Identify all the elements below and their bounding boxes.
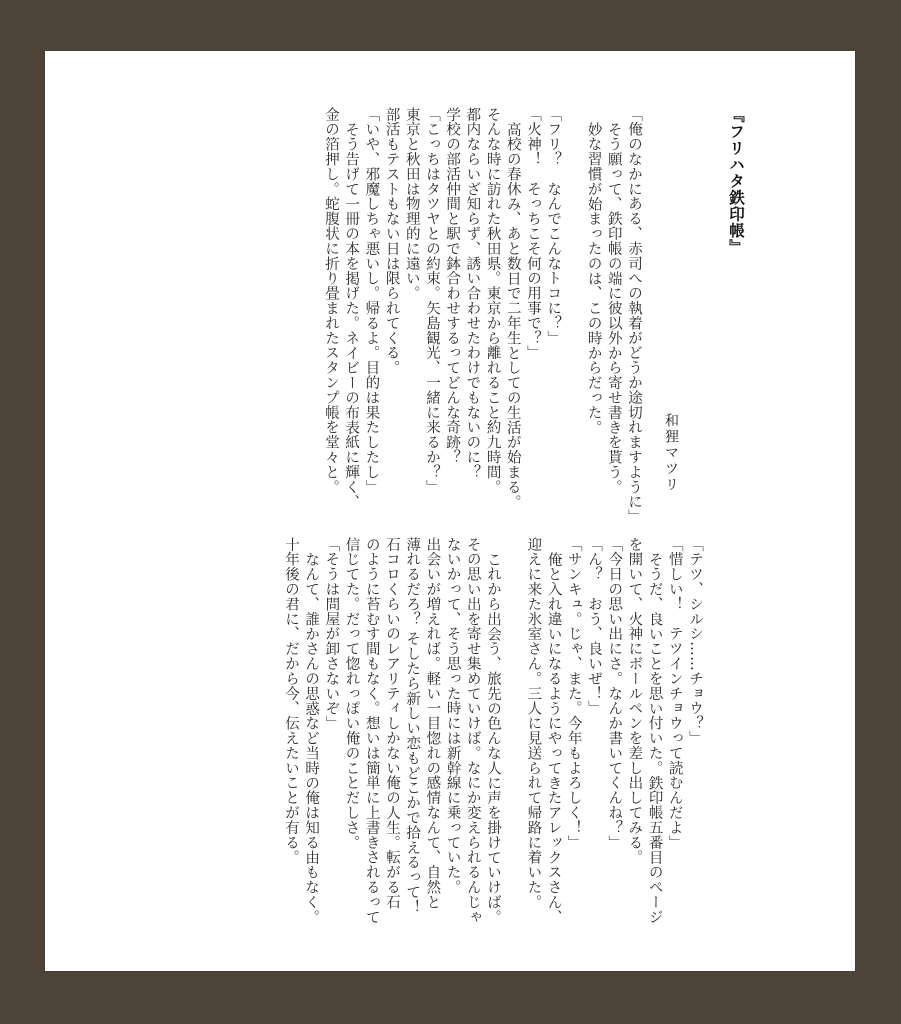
lower-text-block	[281, 537, 705, 924]
author-name: 和狸マツリ	[663, 413, 679, 493]
text-line: 部活もテストもない日は限られてくる。	[383, 107, 400, 376]
text-line: そう告げて一冊の本を掲げた。ネイビーの布表紙に輝く、	[343, 121, 360, 509]
text-line: 「サンキュ。じゃ、また。今年もよろしく！」	[565, 537, 582, 850]
book-page	[45, 51, 855, 971]
text-line: 「今日の思い出にさ。なんか書いてくんね？」	[606, 537, 623, 850]
upper-text-block	[321, 107, 644, 524]
text-line	[563, 107, 583, 524]
text-line: ないかって、そう思った時には新幹線に乗っていた。	[444, 537, 461, 895]
text-line: 「そうは問屋が卸さないぞ」	[323, 537, 340, 731]
text-line: 妙な習慣が始まったのは、この時からだった。	[585, 121, 602, 435]
text-line: 「俺のなかにある、赤司への執着がどうか途切れますように」	[626, 107, 642, 525]
text-line: 「ん？ おう、良いぜ！」	[585, 537, 602, 716]
text-line: 俺と入れ違いになるようにやってきたアレックスさん、	[545, 551, 562, 924]
text-line: 「いや、邪魔しちゃ悪いし。帰るよ。目的は果たしたし」	[363, 107, 380, 495]
text-line: 「フリ？ なんでこんなトコに？」	[545, 107, 562, 346]
text-line: そう願って、鉄印帳の端に彼以外から寄せ書きを貰う。	[605, 121, 622, 494]
text-line: なんて、誰かさんの思惑など当時の俺は知る由もなく。	[303, 551, 320, 924]
text-line: これから出会う、旅先の色んな人に声を掛けていけば。	[484, 551, 501, 924]
text-line: 学校の部活仲間と駅で鉢合わせするってどんな奇跡？	[444, 107, 461, 465]
text-line: その思い出を寄せ集めていけば。なにか変えられるんじゃ	[464, 537, 481, 925]
text-line: のように苔むす間もなく。想いは簡単に上書きされるって	[363, 537, 380, 925]
text-line: 金の箔押し。蛇腹状に折り畳まれたスタンプ帳を堂々と。	[322, 107, 339, 495]
text-line: 薄れるだろ？ そしたら新しい恋もどこかで拾えるって！	[404, 537, 421, 915]
text-line: 都内ならいざ知らず、誘い合わせたわけでもないのに？	[464, 107, 481, 480]
text-line: そんな時に訪れた秋田県。東京から離れること約九時間。	[484, 107, 501, 495]
text-line	[503, 537, 523, 924]
text-line: 出会いが増えれば。軽い一目惚れの感情なんて、自然と	[424, 537, 441, 910]
text-line: 高校の春休み、あと数日で二年生としての生活が始まる。	[504, 121, 521, 509]
text-line: 石コロくらいのレアリティしかない俺の人生。転がる石	[383, 537, 400, 910]
text-line: を開いて、火神にボールペンを差し出してみる。	[626, 537, 643, 865]
text-line: 東京と秋田は物理的に遠い。	[403, 107, 420, 301]
text-line: 「こっちはタツヤとの約束。矢島観光、一緒に来るか？」	[423, 107, 440, 495]
text-line: 「惜しい！ テツインチョウって読むんだよ」	[666, 537, 683, 850]
text-line: そうだ、良いことを思い付いた。鉄印帳五番目のページ	[646, 551, 663, 924]
text-line: 迎えに来た氷室さん。三人に見送られて帰路に着いた。	[525, 537, 542, 910]
text-line: 信じてた。だって惚れっぽい俺のことだしさ。	[343, 537, 360, 850]
text-line: 「テツ、シルシ……チョウ？」	[687, 537, 703, 746]
text-line: 十年後の君に、だから今、伝えたいことが有る。	[282, 537, 299, 865]
text-line: 「火神！ そっちこそ何の用事で？」	[524, 107, 541, 361]
story-title: 『フリハタ鉄印帳』	[727, 107, 745, 256]
